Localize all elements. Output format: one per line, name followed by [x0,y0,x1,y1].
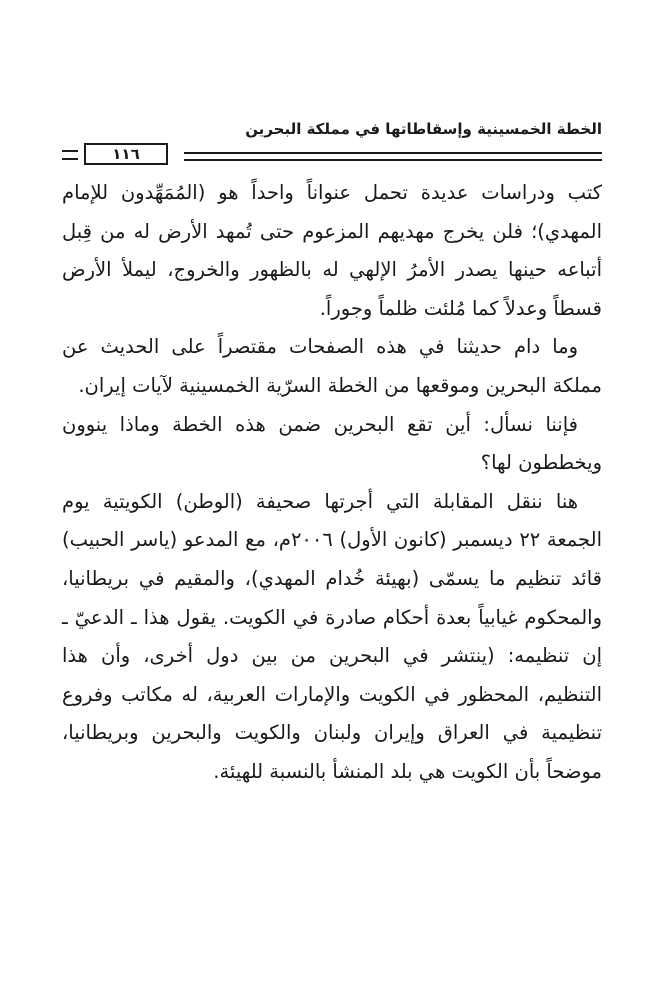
running-title: الخطة الخمسينية وإسقاطاتها في مملكة البحرين [245,120,602,138]
page-number: ١١٦ [84,143,168,165]
paragraph-4: هنا ننقل المقابلة التي أجرتها صحيفة (الوطن) الكويتية يوم الجمعة ٢٢ ديسمبر (كانون الأول) ٢٠٠٦م، مع المدعو (ياسر الحبيب) قائد تنظيم ما يسمّى (بهيئة خُدام المهدي)، والمقيم في بريطانيا، والمحكوم غيابياً بعدة أحكام صادرة في الكويت. يقول هذا ـ الدعيّ ـ إن تنظيمه: (ينتشر في البحرين من بين دول أخرى، وأن هذا التنظيم، المحظور في الكويت والإمارات العربية، له مكاتب وفروع تنظيمية في العراق وإيران ولبنان والكويت والبحرين وبريطانيا، موضحاً بأن الكويت هي بلد المنشأ بالنسبة للهيئة. [62,489,603,783]
header-dash-mark [62,150,78,160]
header-double-rule [184,152,602,161]
paragraph-1: كتب ودراسات عديدة تحمل عنواناً واحداً هو (المُمَهِّدون للإمام المهدي)؛ فلن يخرج مهديهم المزعوم حتى تُمهد الأرض له من قِبل أتباعه حينها يصدر الأمرُ الإلهي له بالظهور والخروج، ليملأ الأرض قسطاً وعدلاً كما مُلئت ظلماً وجوراً. [62,181,602,320]
body-text [62,174,602,792]
running-header [62,120,602,174]
paragraph-2: وما دام حديثنا في هذه الصفحات مقتصراً على الحديث عن مملكة البحرين وموقعها من الخطة السرّية الخمسينية لآيات إيران. [62,335,602,397]
header-rule-row [62,143,602,167]
paragraph-3: فإننا نسأل: أين تقع البحرين ضمن هذه الخطة وماذا ينوون ويخططون لها؟ [62,412,602,475]
page-content [62,120,602,792]
